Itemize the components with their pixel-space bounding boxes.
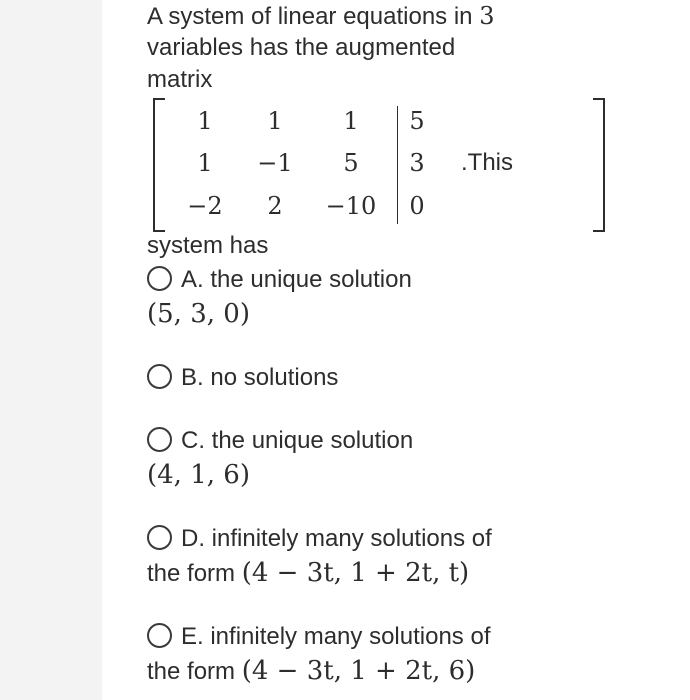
question-continuation: .This — [461, 149, 514, 176]
matrix-right-bracket — [593, 98, 605, 232]
option-c-label: C. the unique solution — [181, 427, 414, 454]
matrix-cell: −2 — [187, 192, 223, 220]
matrix-cell: 1 — [197, 149, 213, 177]
option-d[interactable] — [147, 522, 667, 591]
option-c[interactable] — [147, 424, 667, 492]
option-a[interactable] — [147, 263, 667, 331]
radio-option-c[interactable] — [147, 427, 172, 452]
matrix-cell: 0 — [409, 192, 425, 220]
question-line-2: variables has the augmented — [147, 34, 456, 61]
matrix-left-bracket — [153, 98, 165, 232]
matrix-cell: 1 — [343, 107, 359, 135]
option-d-form — [147, 556, 667, 591]
radio-option-a[interactable] — [147, 266, 172, 291]
matrix-cell: −1 — [257, 149, 293, 177]
question-line-3: matrix — [147, 66, 213, 93]
option-a-label: A. the unique solution — [181, 266, 412, 293]
option-e-solution: (4 − 3t, 1 + 2t, 6) — [241, 656, 476, 686]
matrix-cell: 1 — [197, 107, 213, 135]
question-line-4: system has — [147, 232, 269, 259]
matrix-cell: 5 — [409, 107, 425, 135]
option-e-form — [147, 654, 667, 689]
variable-count: 3 — [479, 2, 495, 30]
radio-option-b[interactable] — [147, 364, 172, 389]
option-d-prefix: the form — [147, 560, 242, 587]
option-d-label: D. infinitely many solutions of — [181, 525, 492, 552]
option-b[interactable] — [147, 361, 667, 395]
augmented-matrix — [147, 98, 667, 230]
matrix-cell: 2 — [267, 192, 283, 220]
matrix-cell: 3 — [409, 149, 425, 177]
matrix-cell: 1 — [267, 107, 283, 135]
radio-option-e[interactable] — [147, 623, 172, 648]
option-b-label: B. no solutions — [181, 364, 339, 391]
matrix-cell: 5 — [343, 149, 359, 177]
matrix-cell: −10 — [325, 192, 377, 220]
question-text: A system of linear equations in — [147, 3, 480, 30]
option-a-solution: (5, 3, 0) — [147, 299, 250, 329]
option-d-solution: (4 − 3t, 1 + 2t, t) — [241, 558, 470, 588]
radio-option-d[interactable] — [147, 525, 172, 550]
left-margin-panel — [0, 0, 102, 700]
option-e-prefix: the form — [147, 658, 242, 685]
option-e[interactable] — [147, 620, 667, 689]
question-line-1 — [147, 0, 494, 33]
option-e-label: E. infinitely many solutions of — [181, 623, 491, 650]
option-c-solution: (4, 1, 6) — [147, 460, 250, 490]
